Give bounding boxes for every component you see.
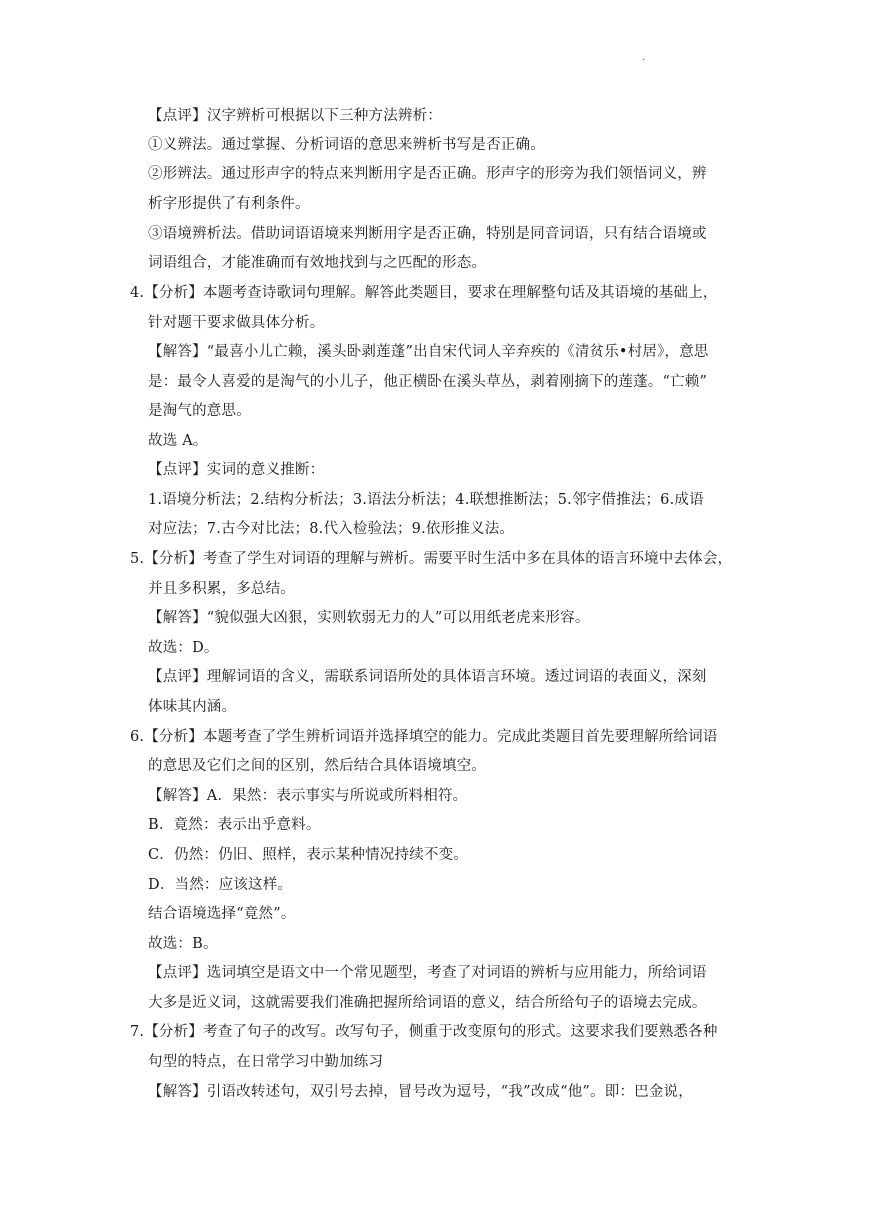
text-line: ①义辨法。通过掌握、分析词语的意思来辨析书写是否正确。 <box>148 137 545 153</box>
text-line: 是：最令人喜爱的是淘气的小儿子，他正横卧在溪头草丛，剥着刚摘下的莲蓬。“亡赖” <box>148 374 708 390</box>
text-line: 4.【分析】本题考查诗歌词句理解。解答此类题目，要求在理解整句话及其语境的基础上， <box>130 285 718 301</box>
text-line: 5.【分析】考查了学生对词语的理解与辨析。需要平时生活中多在具体的语言环境中去体会， <box>130 551 733 567</box>
text-line: 7.【分析】考查了句子的改写。改写句子，侧重于改变原句的形式。这要求我们要熟悉各种 <box>130 1024 718 1040</box>
text-line: 并且多积累，多总结。 <box>148 581 295 597</box>
text-line: 大多是近义词，这就需要我们准确把握所给词语的意义，结合所给句子的语境去完成。 <box>148 995 707 1011</box>
text-line: 对应法；7.古今对比法；8.代入检验法；9.依形推义法。 <box>148 521 515 537</box>
text-line: 句型的特点，在日常学习中勤加练习 <box>148 1054 384 1070</box>
text-line: 【点评】理解词语的含义，需联系词语所处的具体语言环境。透过词语的表面义，深刻 <box>148 669 707 685</box>
text-line: 词语组合，才能准确而有效地找到与之匹配的形态。 <box>148 255 487 271</box>
text-line: ③语境辨析法。借助词语语境来判断用字是否正确，特别是同音词语，只有结合语境或 <box>148 226 707 242</box>
text-line: ②形辨法。通过形声字的特点来判断用字是否正确。形声字的形旁为我们领悟词义，辨 <box>148 166 707 182</box>
text-line: 1.语境分析法；2.结构分析法；3.语法分析法；4.联想推断法；5.邻字借推法；6.成语 <box>148 492 704 508</box>
text-line: 的意思及它们之间的区别，然后结合具体语境填空。 <box>148 758 487 774</box>
text-line: D．当然：应该这样。 <box>148 877 293 893</box>
text-line: 析字形提供了有利条件。 <box>148 196 310 212</box>
text-line: 结合语境选择“竟然”。 <box>148 906 296 922</box>
text-line: 故选：D。 <box>148 640 219 656</box>
text-line: 【点评】实词的意义推断： <box>148 462 325 478</box>
text-line: 针对题干要求做具体分析。 <box>148 315 325 331</box>
text-line: 是淘气的意思。 <box>148 403 251 419</box>
text-line: 【解答】引语改转述句，双引号去掉，冒号改为逗号，“我”改成“他”。即：巴金说， <box>148 1084 693 1100</box>
text-line: 【点评】选词填空是语文中一个常见题型，考查了对词语的辨析与应用能力，所给词语 <box>148 965 707 981</box>
text-line: 故选 A。 <box>148 433 208 449</box>
text-line: 6.【分析】本题考查了学生辨析词语并选择填空的能力。完成此类题目首先要理解所给词语 <box>130 729 718 745</box>
text-line: 【点评】汉字辨析可根据以下三种方法辨析： <box>148 108 442 124</box>
text-line: C．仍然：仍旧、照样，表示某种情况持续不变。 <box>148 847 468 863</box>
page-marker: . <box>642 52 646 63</box>
text-line: 【解答】“最喜小儿亡赖，溪头卧剥莲蓬”出自宋代词人辛弃疾的《清贫乐•村居》，意思 <box>148 344 709 360</box>
text-line: 故选：B。 <box>148 936 218 952</box>
text-line: 【解答】A．果然：表示事实与所说或所料相符。 <box>148 788 468 804</box>
text-line: 【解答】“貌似强大凶狠，实则软弱无力的人”可以用纸老虎来形容。 <box>148 610 590 626</box>
text-line: B．竟然：表示出乎意料。 <box>148 817 321 833</box>
text-line: 体味其内涵。 <box>148 699 237 715</box>
